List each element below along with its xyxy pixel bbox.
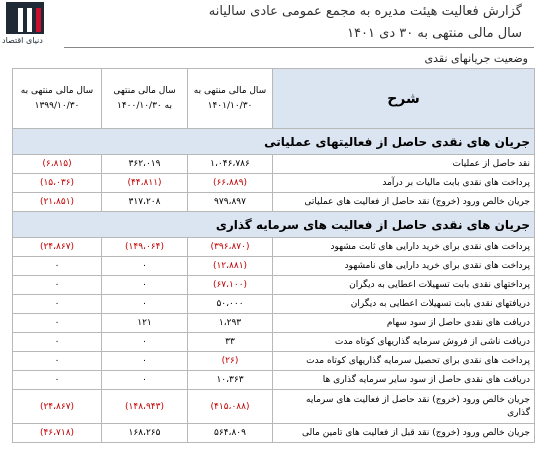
row-label: پرداخت های نقدی برای تحصیل سرمایه گذاریهای کوتاه مدت xyxy=(273,352,535,371)
value-cell-1401: ۱،۰۴۶،۷۸۶ xyxy=(188,155,273,174)
label-column-header: شرح xyxy=(273,69,535,129)
column-header-1400 xyxy=(102,69,188,129)
table-row xyxy=(13,276,535,295)
row-label: پرداخت های نقدی برای خرید دارایی های ثابت مشهود xyxy=(273,238,535,257)
value-cell-1400: ۳۶۲،۰۱۹ xyxy=(102,155,188,174)
row-label: دریافت ناشی از فروش سرمایه گذاریهای کوتاه مدت xyxy=(273,333,535,352)
report-title: گزارش فعالیت هیئت مدیره به مجمع عمومی عادی سالیانه xyxy=(208,4,522,19)
value-cell-1401: (۲۶) xyxy=(188,352,273,371)
table-row xyxy=(13,424,535,443)
row-label: دریافت های نقدی حاصل از سود سایر سرمایه گذاری ها xyxy=(273,371,535,390)
section-row-operating xyxy=(13,129,535,155)
row-label: پرداخت های نقدی بابت مالیات بر درآمد xyxy=(273,174,535,193)
column-header-line2: به ۱۴۰۰/۱۰/۳۰ xyxy=(117,100,172,111)
table-row xyxy=(13,257,535,276)
brand-logo xyxy=(0,0,60,48)
column-header-line1: سال مالی منتهی به xyxy=(193,85,267,96)
value-cell-1399: ۰ xyxy=(13,276,102,295)
section-row-label: جریان های نقدی حاصل از فعالیتهای عملیاتی xyxy=(13,129,535,155)
value-cell-1399: ۰ xyxy=(13,333,102,352)
value-cell-1400: ۰ xyxy=(102,333,188,352)
column-header-line2: ۱۴۰۱/۱۰/۳۰ xyxy=(207,100,253,111)
value-cell-1399: (۲۴،۸۶۷) xyxy=(13,390,102,424)
section-title: وضعیت جریانهای نقدی xyxy=(424,52,528,65)
value-cell-1401: (۶۷،۱۰۰) xyxy=(188,276,273,295)
value-cell-1401: ۹۷۹،۸۹۷ xyxy=(188,193,273,212)
table-row xyxy=(13,371,535,390)
value-cell-1400: ۱۶۸،۲۶۵ xyxy=(102,424,188,443)
value-cell-1399: ۰ xyxy=(13,314,102,333)
row-label: پرداخت های نقدی برای خرید دارایی های نامشهود xyxy=(273,257,535,276)
value-cell-1401: (۶۶،۸۸۹) xyxy=(188,174,273,193)
row-label: دریافت های نقدی حاصل از سود سهام xyxy=(273,314,535,333)
value-cell-1399: ۰ xyxy=(13,352,102,371)
column-header-1401 xyxy=(188,69,273,129)
value-cell-1400: ۰ xyxy=(102,276,188,295)
value-cell-1401: ۱،۲۹۳ xyxy=(188,314,273,333)
table-row xyxy=(13,174,535,193)
table-header-row xyxy=(13,69,535,129)
table-row xyxy=(13,390,535,424)
table-row xyxy=(13,238,535,257)
value-cell-1400: (۱۴۸،۹۴۳) xyxy=(102,390,188,424)
cash-flow-table xyxy=(12,68,535,443)
column-header-line1: سال مالی منتهی xyxy=(113,85,176,96)
row-label: دریافتهای نقدی بابت تسهیلات اعطایی به دیگران xyxy=(273,295,535,314)
row-label-line2: گذاری xyxy=(507,407,530,418)
value-cell-1400: (۱۴۹،۰۶۴) xyxy=(102,238,188,257)
value-cell-1401: ۳۳ xyxy=(188,333,273,352)
column-header-line2: ۱۳۹۹/۱۰/۳۰ xyxy=(34,100,80,111)
table-row xyxy=(13,333,535,352)
value-cell-1401: (۳۹۶،۸۷۰) xyxy=(188,238,273,257)
value-cell-1400: ۰ xyxy=(102,295,188,314)
value-cell-1400: ۰ xyxy=(102,257,188,276)
value-cell-1399: (۲۴،۸۶۷) xyxy=(13,238,102,257)
row-label: جریان خالص ورود (خروج) نقد قبل از فعالیت های تامین مالی xyxy=(273,424,535,443)
section-row-investing xyxy=(13,212,535,238)
table-row xyxy=(13,193,535,212)
value-cell-1401: ۱۰،۳۶۳ xyxy=(188,371,273,390)
value-cell-1399: (۶،۸۱۵) xyxy=(13,155,102,174)
value-cell-1400: ۰ xyxy=(102,371,188,390)
row-label-line1: جریان خالص ورود (خروج) نقد حاصل از فعالیت های سرمایه xyxy=(306,394,530,405)
table-row xyxy=(13,295,535,314)
value-cell-1400: ۰ xyxy=(102,352,188,371)
logo-bar xyxy=(27,8,32,32)
logo-bar xyxy=(36,8,41,32)
column-header-1399 xyxy=(13,69,102,129)
value-cell-1400: ۳۱۷،۲۰۸ xyxy=(102,193,188,212)
row-label: پرداختهای نقدی بابت تسهیلات اعطایی به دیگران xyxy=(273,276,535,295)
value-cell-1401: ۵۶۴،۸۰۹ xyxy=(188,424,273,443)
value-cell-1399: ۰ xyxy=(13,257,102,276)
row-label: جریان خالص ورود (خروج) نقد حاصل از فعالیت های عملیاتی xyxy=(273,193,535,212)
section-row-label: جریان های نقدی حاصل از فعالیت های سرمایه گذاری xyxy=(13,212,535,238)
row-label xyxy=(273,390,535,424)
table-row xyxy=(13,314,535,333)
value-cell-1399: ۰ xyxy=(13,371,102,390)
table-row xyxy=(13,352,535,371)
table-row xyxy=(13,155,535,174)
value-cell-1400: (۴۴،۸۱۱) xyxy=(102,174,188,193)
value-cell-1401: (۴۱۵،۰۸۸) xyxy=(188,390,273,424)
column-header-line1: سال مالی منتهی به xyxy=(20,85,94,96)
value-cell-1401: (۱۲،۸۸۱) xyxy=(188,257,273,276)
header-divider xyxy=(64,47,534,48)
row-label: نقد حاصل از عملیات xyxy=(273,155,535,174)
value-cell-1399: ۰ xyxy=(13,295,102,314)
value-cell-1399: (۲۱،۸۵۱) xyxy=(13,193,102,212)
logo-text: دنیای اقتصاد xyxy=(2,36,43,45)
value-cell-1401: ۵۰،۰۰۰ xyxy=(188,295,273,314)
logo-mark xyxy=(6,2,44,34)
value-cell-1399: (۱۵،۰۳۶) xyxy=(13,174,102,193)
value-cell-1399: (۴۶،۷۱۸) xyxy=(13,424,102,443)
value-cell-1400: ۱۲۱ xyxy=(102,314,188,333)
logo-bar xyxy=(18,8,23,32)
report-subtitle: سال مالی منتهی به ۳۰ دی ۱۴۰۱ xyxy=(347,26,522,41)
